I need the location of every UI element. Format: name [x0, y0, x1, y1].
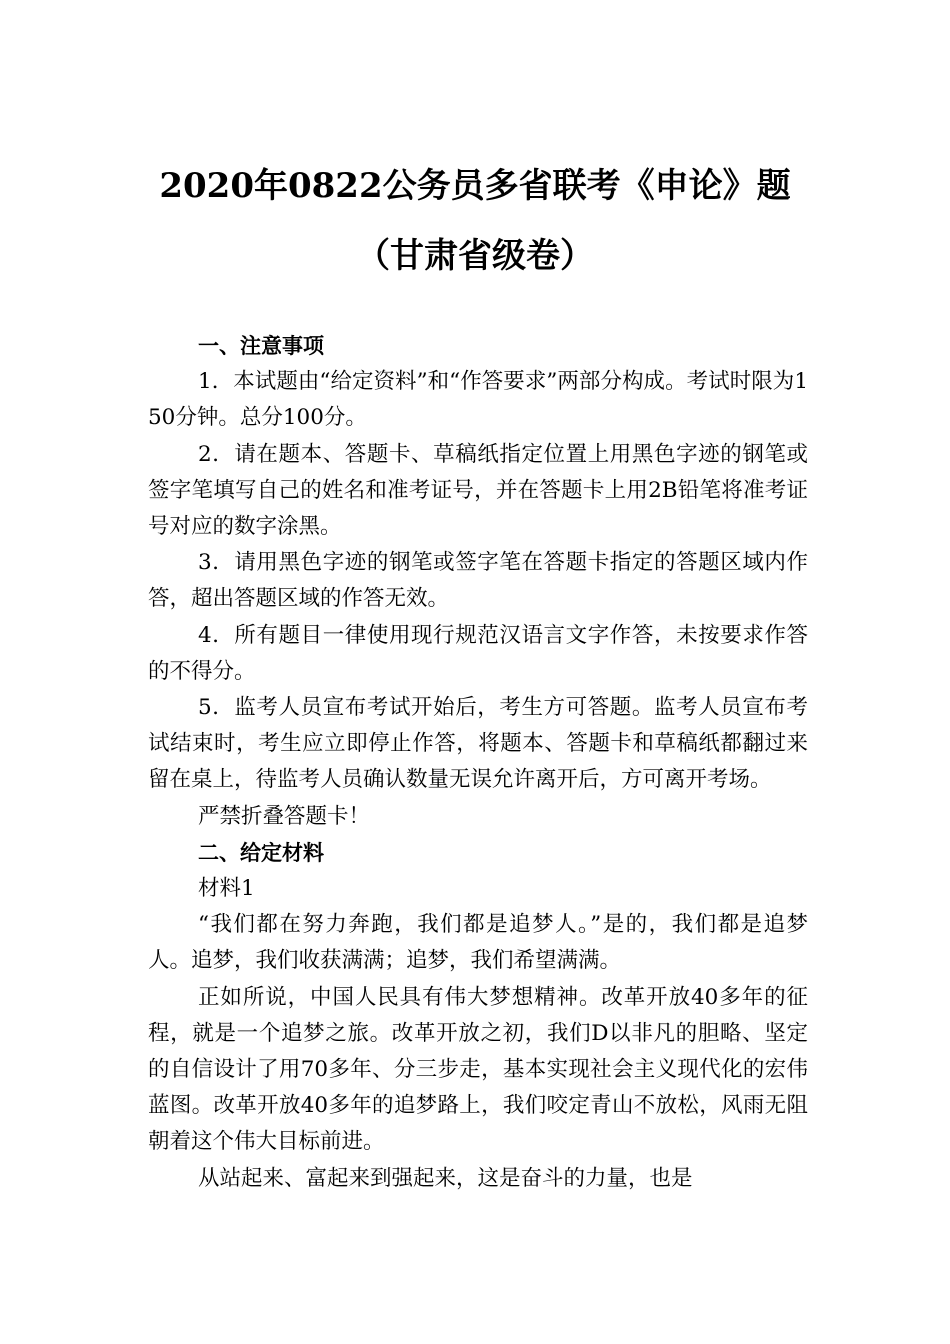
warning-text: 严禁折叠答题卡！ [198, 803, 371, 829]
document-title: 2020年0822公务员多省联考《申论》题 [159, 166, 791, 206]
note-item-2: 2．请在题本、答题卡、草稿纸指定位置上用黑色字迹的钢笔或签字笔填写自己的姓名和准考证号，并在答题卡上用2B铅笔将准考证号对应的数字涂黑。 [148, 441, 808, 540]
section-heading-materials: 二、给定材料 [198, 840, 324, 865]
material-paragraph-2: 正如所说，中国人民具有伟大梦想精神。改革开放40多年的征程，就是一个追梦之旅。改革开放之初，我们D以非凡的胆略、坚定的自信设计了用70多年、分三步走，基本实现社会主义现代化的宏伟蓝图。改革开放40多年的追梦路上，我们咬定青山不放松，风雨无阻朝着这个伟大目标前进。 [148, 984, 808, 1155]
section-heading-notes: 一、注意事项 [198, 334, 324, 358]
material-label: 材料1 [198, 876, 255, 902]
note-item-4: 4．所有题目一律使用现行规范汉语言文字作答，未按要求作答的不得分。 [148, 622, 808, 684]
material-paragraph-3: 从站起来、富起来到强起来，这是奋斗的力量，也是 [198, 1165, 693, 1191]
document-subtitle: （甘肃省级卷） [356, 236, 594, 276]
note-item-1: 1．本试题由“给定资料”和“作答要求”两部分构成。考试时限为150分钟。总分100分。 [148, 369, 808, 431]
material-paragraph-1: “我们都在努力奔跑，我们都是追梦人。”是的，我们都是追梦人。追梦，我们收获满满；追梦，我们希望满满。 [148, 912, 808, 974]
note-item-3: 3．请用黑色字迹的钢笔或签字笔在答题卡指定的答题区域内作答，超出答题区域的作答无效。 [148, 550, 808, 612]
note-item-5: 5．监考人员宣布考试开始后，考生方可答题。监考人员宣布考试结束时，考生应立即停止作答，将题本、答题卡和草稿纸都翻过来留在桌上，待监考人员确认数量无误允许离开后，方可离开考场。 [148, 695, 808, 793]
document-body [148, 328, 808, 1197]
